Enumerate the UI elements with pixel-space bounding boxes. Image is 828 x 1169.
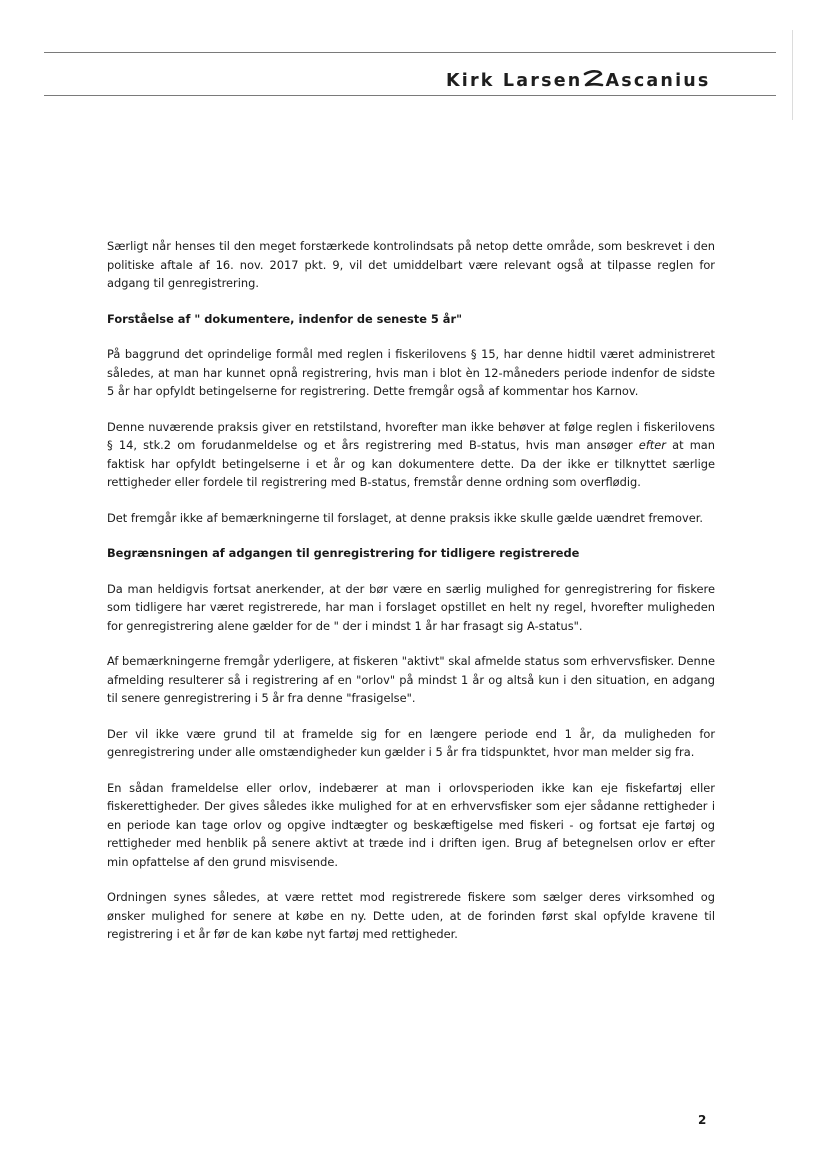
paragraph-bemaerkninger: Det fremgår ikke af bemærkningerne til forslaget, at denne praksis ikke skulle gælde uændret fremover.: [107, 510, 703, 525]
logo-name-ascanius: Ascanius: [605, 71, 711, 91]
paragraph-orlov: En sådan frameldelse eller orlov, indebærer at man i orlovsperioden ikke kan eje fiskefartøj eller fiskerettigheder. Der gives således ikke mulighed for at en erhvervsfisker som ejer sådanne rettigheder i en periode kan tage orlov og opgive indtægter og beskæftigelse med fiskeri - og fortsat eje fartøj og rettigheder med henblik på senere aktivt at træde ind i driften igen. Brug af betegnelsen orlov er efter min opfattelse af den grund misvisende.: [107, 780, 715, 869]
heading-begraensningen: Begrænsningen af adgangen til genregistrering for tidligere registrerede: [107, 546, 580, 560]
paragraph-retstilstand: [107, 418, 715, 492]
paragraph-ordningen: Ordningen synes således, at være rettet mod registrerede fiskere som sælger deres virksomhed og ønsker mulighed for senere at købe en ny. Dette uden, at de forinden først skal opfylde kravene til registrering i et år før de kan købe nyt fartøj med rettigheder.: [107, 890, 715, 941]
paragraph-periode: Der vil ikke være grund til at framelde sig for en længere periode end 1 år, da muligheden for genregistrering under alle omstændigheder kun gælder i 5 år fra tidspunktet, hvor man melder sig fra.: [107, 726, 715, 759]
emphasis-efter: efter: [638, 438, 666, 452]
logo-swoosh-icon: [582, 68, 604, 90]
header-rule-bottom: [44, 95, 776, 96]
scan-edge-line: [792, 30, 793, 120]
paragraph-kontrolindsats: Særligt når henses til den meget forstærkede kontrolindsats på netop dette område, som beskrevet i den politiske aftale af 16. nov. 2017 pkt. 9, vil det umiddelbart være relevant også at tilpasse reglen for adgang til genregistrering.: [107, 239, 715, 290]
paragraph-afmelding: Af bemærkningerne fremgår yderligere, at fiskeren "aktivt" skal afmelde status som erhvervsfisker. Denne afmelding resulterer så i registrering af en "orlov" på mindst 1 år og altså kun i den situation, en adgang til senere genregistrering i 5 år fra denne "frasigelse".: [107, 654, 715, 705]
header-rule-top: [44, 52, 776, 53]
page-number: 2: [698, 1113, 707, 1127]
paragraph-praksis-karnov: På baggrund det oprindelige formål med reglen i fiskerilovens § 15, har denne hidtil været administreret således, at man har kunnet opnå registrering, hvis man i blot èn 12-måneders periode indenfor de sidste 5 år har opfyldt betingelserne for registrering. Dette fremgår også af kommentar hos Karnov.: [107, 347, 715, 398]
paragraph-retstilstand-part1: Denne nuværende praksis giver en retstilstand, hvorefter man ikke behøver at følge reglen i fiskerilovens § 14, stk.2 om forudanmeldelse og et års registrering med B-status, hvis man ansøger: [107, 419, 715, 452]
document-body: [107, 237, 715, 961]
heading-forstaaelse: Forståelse af " dokumentere, indenfor de seneste 5 år": [107, 311, 463, 326]
paragraph-ny-regel: Da man heldigvis fortsat anerkender, at der bør være en særlig mulighed for genregistrering for fiskere som tidligere har været registrerede, har man i forslaget opstillet en helt ny regel, hvorefter muligheden for genregistrering alene gælder for de " der i mindst 1 år har frasagt sig A-status".: [107, 581, 715, 633]
firm-logo: [446, 64, 711, 90]
paragraph-retstilstand-part2: at man faktisk har opfyldt betingelserne i et år og kan dokumentere dette. Da der ikke er tilknyttet særlige rettigheder eller fordele til registrering med B-status, fremstår denne ordning som overflødig.: [107, 438, 716, 489]
logo-name-kirk-larsen: Kirk Larsen: [446, 71, 583, 91]
